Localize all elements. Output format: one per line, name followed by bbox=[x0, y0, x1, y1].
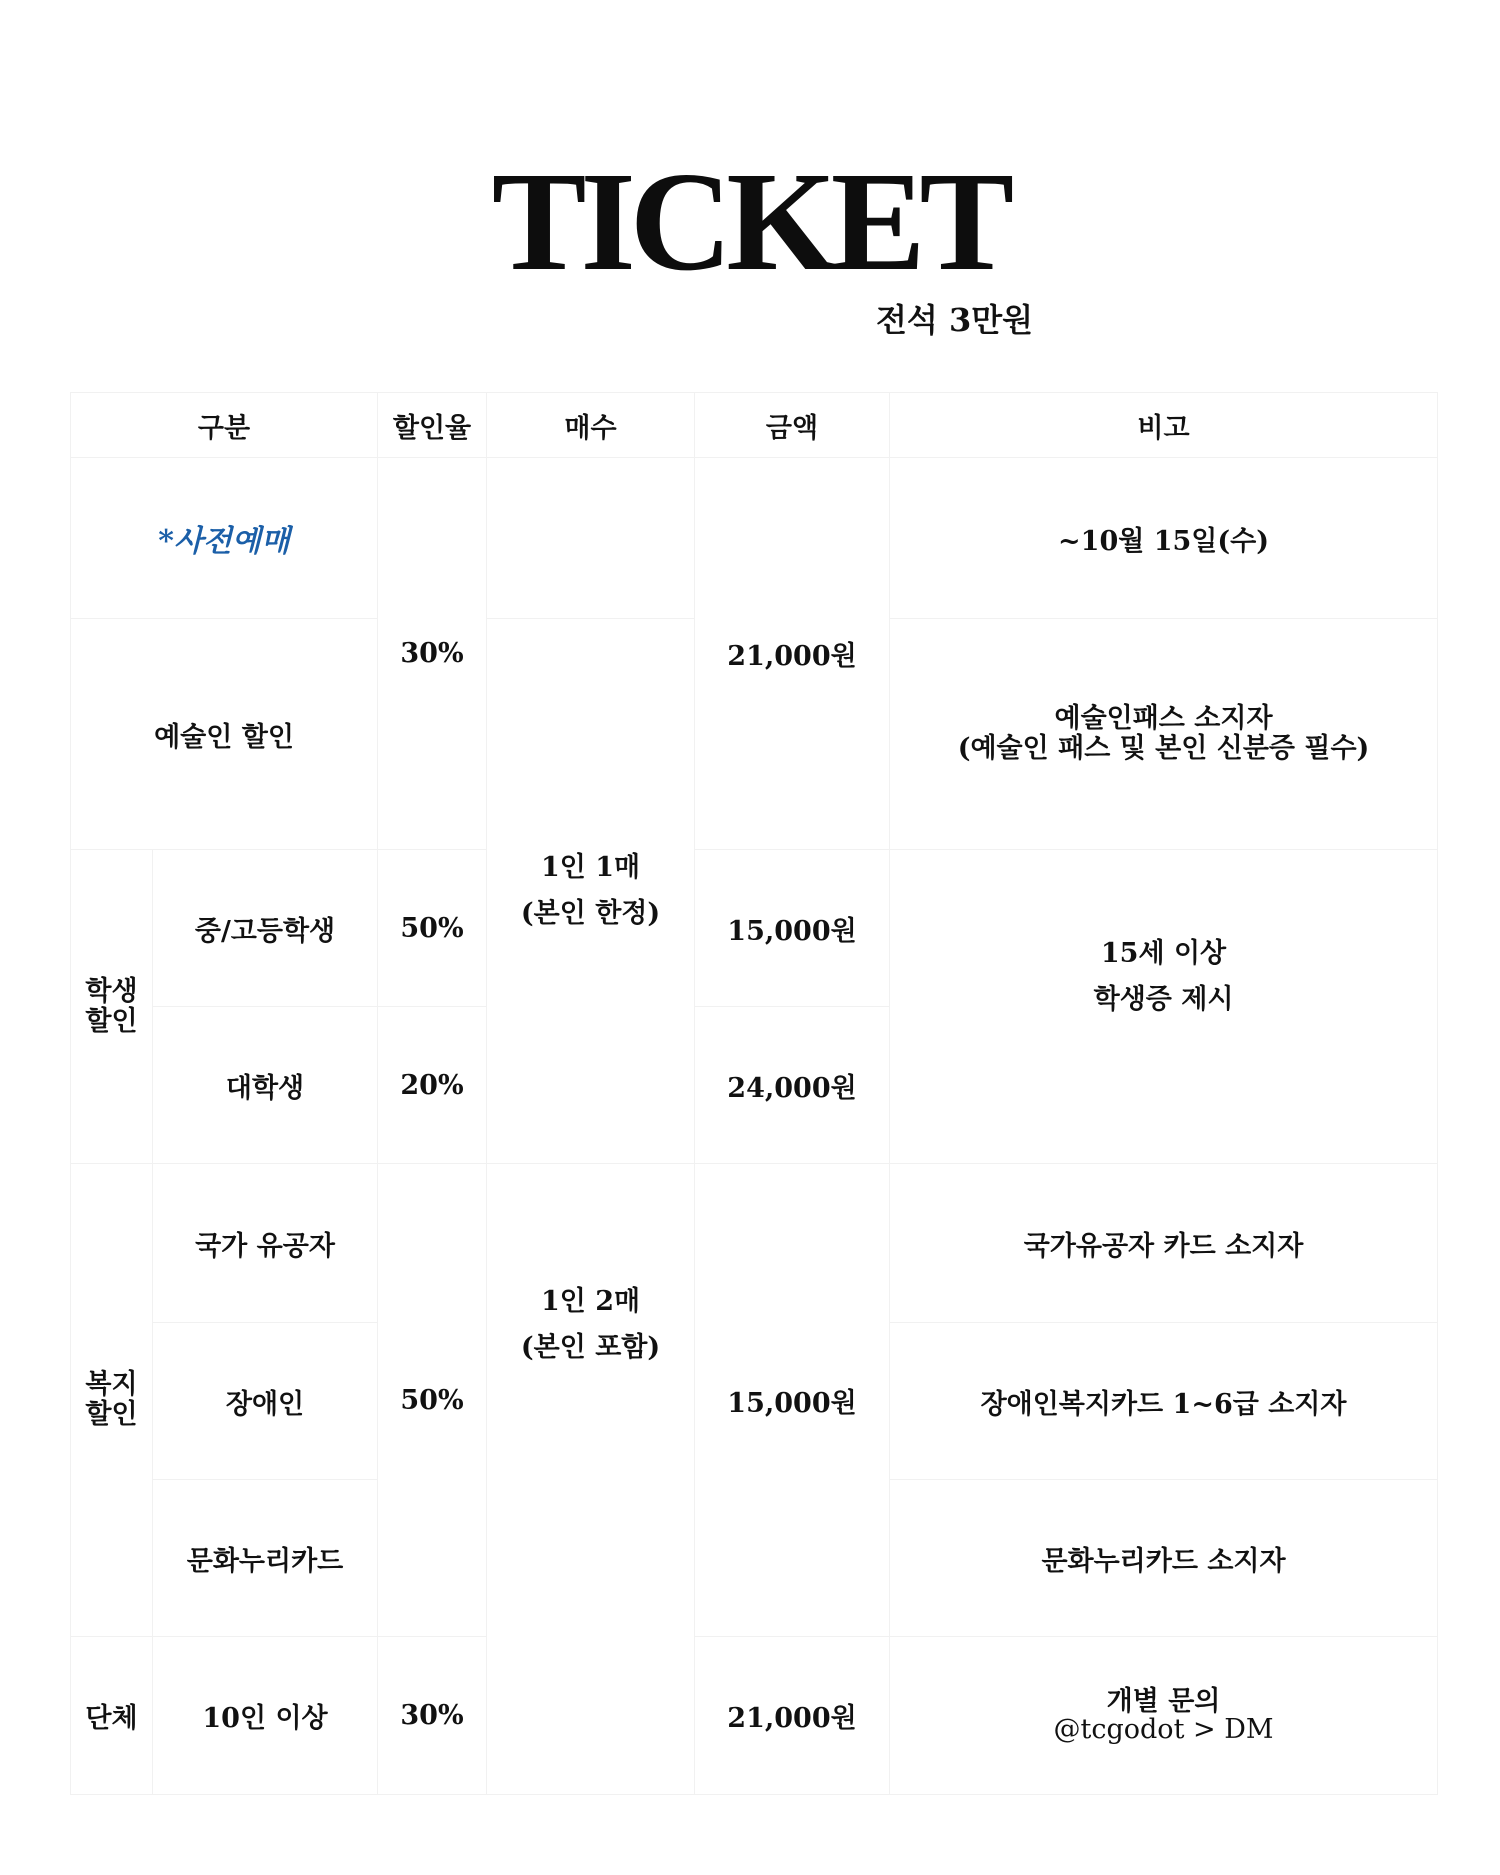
header-discount: 할인율 bbox=[378, 393, 487, 458]
page-title: TICKET bbox=[491, 142, 1009, 300]
disabled-label: 장애인 bbox=[153, 1323, 378, 1480]
student-group-line1: 학생 bbox=[85, 975, 138, 1007]
table-row bbox=[71, 458, 1438, 619]
welfare-price: 15,000원 bbox=[695, 1164, 890, 1637]
quantity-single-line2: (본인 한정) bbox=[520, 898, 661, 929]
first-discount-cell bbox=[378, 458, 487, 850]
group-note-line1: 개별 문의 bbox=[1106, 1685, 1221, 1717]
table-row bbox=[71, 1637, 1438, 1795]
table-row bbox=[71, 850, 1438, 1007]
empty-quantity-cell bbox=[487, 458, 695, 619]
header-quantity: 매수 bbox=[487, 393, 695, 458]
student-note-cell bbox=[890, 850, 1438, 1164]
student-note-line2: 학생증 제시 bbox=[1093, 983, 1234, 1015]
university-price: 24,000원 bbox=[695, 1007, 890, 1164]
middle-high-discount: 50% bbox=[378, 850, 487, 1007]
group-note-line2: @tcgodot > DM bbox=[1053, 1713, 1274, 1745]
artist-note-line2: (예술인 패스 및 본인 신분증 필수) bbox=[957, 733, 1370, 764]
group-price: 21,000원 bbox=[695, 1637, 890, 1795]
artist-note-line1: 예술인패스 소지자 bbox=[1054, 703, 1273, 734]
quantity-double-cell bbox=[487, 1164, 695, 1795]
group-label: 단체 bbox=[71, 1637, 153, 1795]
artist-note-cell bbox=[890, 619, 1438, 850]
culture-label: 문화누리카드 bbox=[153, 1480, 378, 1637]
group-discount: 30% bbox=[378, 1637, 487, 1795]
presale-label: *사전예매 bbox=[71, 458, 378, 619]
quantity-double-line2: (본인 포함) bbox=[520, 1332, 661, 1363]
student-note-line1: 15세 이상 bbox=[1100, 937, 1227, 969]
merit-label: 국가 유공자 bbox=[153, 1164, 378, 1323]
first-price: 21,000원 bbox=[727, 641, 857, 672]
table-row bbox=[71, 1164, 1438, 1323]
student-group-label bbox=[71, 850, 153, 1164]
welfare-group-label bbox=[71, 1164, 153, 1637]
disabled-note: 장애인복지카드 1~6급 소지자 bbox=[890, 1323, 1438, 1480]
middle-high-label: 중/고등학생 bbox=[153, 850, 378, 1007]
ticket-price-table bbox=[70, 392, 1438, 1795]
culture-note: 문화누리카드 소지자 bbox=[890, 1480, 1438, 1637]
presale-note: ~10월 15일(수) bbox=[890, 458, 1438, 619]
group-size-label: 10인 이상 bbox=[153, 1637, 378, 1795]
quantity-double-line1: 1인 2매 bbox=[540, 1286, 641, 1317]
welfare-discount: 50% bbox=[378, 1164, 487, 1637]
page-subtitle: 전석 3만원 bbox=[876, 301, 1034, 339]
header-category: 구분 bbox=[71, 393, 378, 458]
welfare-group-line2: 할인 bbox=[85, 1399, 138, 1430]
quantity-single-cell bbox=[487, 619, 695, 1164]
university-label: 대학생 bbox=[153, 1007, 378, 1164]
first-price-cell bbox=[695, 458, 890, 850]
university-discount: 20% bbox=[378, 1007, 487, 1164]
welfare-group-line1: 복지 bbox=[85, 1369, 138, 1400]
header-price: 금액 bbox=[695, 393, 890, 458]
middle-high-price: 15,000원 bbox=[695, 850, 890, 1007]
header-note: 비고 bbox=[890, 393, 1438, 458]
artist-label: 예술인 할인 bbox=[71, 619, 378, 850]
group-note-cell bbox=[890, 1637, 1438, 1795]
student-group-line2: 할인 bbox=[85, 1005, 138, 1037]
table-header-row bbox=[71, 393, 1438, 458]
first-discount: 30% bbox=[400, 638, 464, 669]
merit-note: 국가유공자 카드 소지자 bbox=[890, 1164, 1438, 1323]
quantity-single-line1: 1인 1매 bbox=[540, 852, 641, 883]
